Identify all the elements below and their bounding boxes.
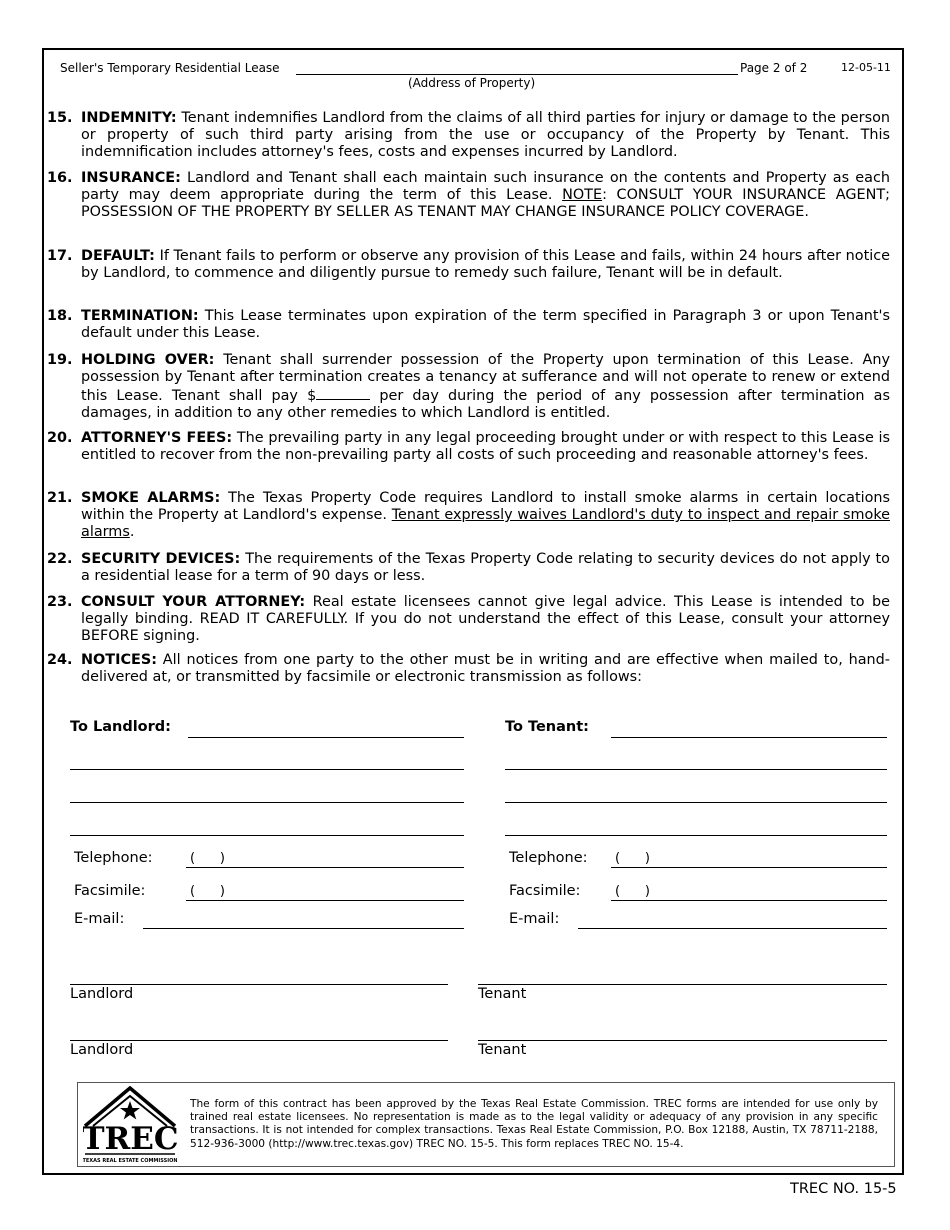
tenant-facsimile-field[interactable] xyxy=(611,900,887,901)
daily-holdover-amount-field[interactable] xyxy=(316,386,370,400)
paragraph-text: The prevailing party in any legal proceeding brought under or with respect to this Lease is entitled to recover from the non-prevailing party all costs of such proceeding and reasonable attorney's fees. xyxy=(81,430,891,463)
paragraph-17 xyxy=(47,248,890,282)
tenant-telephone-label: Telephone: xyxy=(509,850,588,866)
paragraph-15 xyxy=(47,110,890,161)
paragraph-19 xyxy=(47,352,890,422)
footer-disclaimer: The form of this contract has been approved by the Texas Real Estate Commission. TREC forms are intended for use only by trained real estate licensees. No representation is made as to the legal validity or adequacy of any provision in any specific transactions. It is not intended for complex transactions. Texas Real Estate Commission, P.O. Box 12188, Austin, TX 78711-2188, 512-936-3000 (http://www.trec.texas.gov) TREC NO. 15-5. This form replaces TREC NO. 15-4. xyxy=(190,1098,878,1150)
paragraph-number: 24. xyxy=(47,652,73,668)
paragraph-number: 17. xyxy=(47,248,73,264)
tenant-facsimile-area-code: ( ) xyxy=(615,884,650,899)
tenant-telephone-area-code: ( ) xyxy=(615,851,650,866)
tenant-email-field[interactable] xyxy=(578,928,887,929)
tenant-address-line-3[interactable] xyxy=(505,835,887,836)
paragraph-number: 22. xyxy=(47,551,73,567)
paragraph-number: 15. xyxy=(47,110,73,126)
tenant-email-label: E-mail: xyxy=(509,911,560,927)
paragraph-number: 18. xyxy=(47,308,73,324)
tenant-telephone-field[interactable] xyxy=(611,867,887,868)
landlord-signature-line-2[interactable] xyxy=(70,1040,448,1041)
tenant-signature-line-2[interactable] xyxy=(478,1040,887,1041)
landlord-address-line-1[interactable] xyxy=(70,769,464,770)
paragraph-21 xyxy=(47,490,890,541)
tenant-facsimile-label: Facsimile: xyxy=(509,883,581,899)
waiver-text: Tenant expressly waives Landlord's duty to inspect and repair smoke alarms xyxy=(81,507,890,540)
landlord-signature-line-1[interactable] xyxy=(70,984,448,985)
page-number: Page 2 of 2 xyxy=(740,61,808,75)
paragraph-number: 16. xyxy=(47,170,73,186)
paragraph-23 xyxy=(47,594,890,645)
paragraph-text: Tenant indemnifies Landlord from the claims of all third parties for injury or damage to the person or property of such third party arising from the use or occupancy of the Property by Tenant. This indemnification includes attorney's fees, costs and expenses incurred by Landlord. xyxy=(81,110,890,160)
paragraph-heading: SMOKE ALARMS: xyxy=(81,490,221,506)
paragraph-number: 20. xyxy=(47,430,73,446)
paragraph-number: 21. xyxy=(47,490,73,506)
paragraph-number: 19. xyxy=(47,352,73,368)
tenant-name-field[interactable] xyxy=(611,737,887,738)
landlord-facsimile-label: Facsimile: xyxy=(74,883,146,899)
paragraph-heading: TERMINATION: xyxy=(81,308,199,324)
paragraph-heading: NOTICES: xyxy=(81,652,157,668)
paragraph-24 xyxy=(47,652,890,686)
paragraph-22 xyxy=(47,551,890,585)
paragraph-heading: INDEMNITY: xyxy=(81,110,177,126)
landlord-signature-label: Landlord xyxy=(70,986,134,1002)
paragraph-text-warning: : CONSULT YOUR INSURANCE AGENT; POSSESSION OF THE PROPERTY BY SELLER AS TENANT MAY CHANGE INSURANCE POLICY COVERAGE. xyxy=(81,187,891,220)
to-landlord-label: To Landlord: xyxy=(70,719,171,735)
paragraph-number: 23. xyxy=(47,594,73,610)
address-caption: (Address of Property) xyxy=(408,76,536,90)
trec-logo xyxy=(83,1086,177,1164)
paragraph-heading: CONSULT YOUR ATTORNEY: xyxy=(81,594,306,610)
landlord-email-label: E-mail: xyxy=(74,911,125,927)
paragraph-text: The requirements of the Texas Property Code relating to security devices do not apply to a residential lease for a term of 90 days or less. xyxy=(81,551,890,584)
paragraph-text: Real estate licensees cannot give legal advice. This Lease is intended to be legally binding. READ IT CAREFULLY. If you do not understand the effect of this Lease, consult your attorney BEFORE signing. xyxy=(81,594,891,644)
landlord-address-line-3[interactable] xyxy=(70,835,464,836)
paragraph-text: All notices from one party to the other must be in writing and are effective when mailed to, hand-delivered at, or transmitted by facsimile or electronic transmission as follows: xyxy=(81,652,890,685)
paragraph-heading: INSURANCE: xyxy=(81,170,181,186)
trec-logo-text: TREC xyxy=(83,1121,177,1157)
tenant-address-line-1[interactable] xyxy=(505,769,887,770)
paragraph-text: Landlord and Tenant shall each maintain such insurance on the contents and Property as each party may deem appropriate during the term of this Lease. xyxy=(81,170,891,203)
paragraph-text: Tenant shall surrender possession of the Property upon termination of this Lease. Any possession by Tenant after termination creates a tenancy at sufferance and will not operate to renew or extend this Lease. Tenant shall pay $ xyxy=(81,352,891,404)
form-title: Seller's Temporary Residential Lease xyxy=(60,61,280,75)
tenant-address-line-2[interactable] xyxy=(505,802,887,803)
paragraph-text: The Texas Property Code requires Landlord to install smoke alarms in certain locations within the Property at Landlord's expense. xyxy=(81,490,891,523)
paragraph-heading: DEFAULT: xyxy=(81,248,155,264)
revision-date: 12-05-11 xyxy=(841,61,891,74)
landlord-telephone-label: Telephone: xyxy=(74,850,153,866)
property-address-field[interactable] xyxy=(296,74,738,75)
paragraph-heading: HOLDING OVER: xyxy=(81,352,215,368)
landlord-signature-label: Landlord xyxy=(70,1042,134,1058)
tenant-signature-line-1[interactable] xyxy=(478,984,887,985)
note-label: NOTE xyxy=(562,187,603,203)
landlord-name-field[interactable] xyxy=(188,737,464,738)
paragraph-text: If Tenant fails to perform or observe any provision of this Lease and fails, within 24 hours after notice by Landlord, to commence and diligently pursue to remedy such failure, Tenant will be in default. xyxy=(81,248,890,281)
to-tenant-label: To Tenant: xyxy=(505,719,589,735)
paragraph-text: This Lease terminates upon expiration of the term specified in Paragraph 3 or upon Tenant's default under this Lease. xyxy=(81,308,890,341)
landlord-telephone-area-code: ( ) xyxy=(190,851,225,866)
tenant-signature-label: Tenant xyxy=(478,986,527,1002)
landlord-email-field[interactable] xyxy=(143,928,464,929)
landlord-telephone-field[interactable] xyxy=(186,867,464,868)
tenant-signature-label: Tenant xyxy=(478,1042,527,1058)
landlord-facsimile-field[interactable] xyxy=(186,900,464,901)
paragraph-16 xyxy=(47,170,890,221)
paragraph-text: . xyxy=(129,524,135,540)
trec-logo-subtext: TEXAS REAL ESTATE COMMISSION xyxy=(83,1158,177,1164)
paragraph-18 xyxy=(47,308,890,342)
paragraph-20 xyxy=(47,430,890,464)
paragraph-text: per day during the period of any possession after termination as damages, in addition to any other remedies to which Landlord is entitled. xyxy=(81,388,890,421)
landlord-facsimile-area-code: ( ) xyxy=(190,884,225,899)
paragraph-heading: SECURITY DEVICES: xyxy=(81,551,241,567)
trec-house-icon xyxy=(83,1086,177,1164)
paragraph-heading: ATTORNEY'S FEES: xyxy=(81,430,233,446)
landlord-address-line-2[interactable] xyxy=(70,802,464,803)
form-number: TREC NO. 15-5 xyxy=(790,1181,897,1197)
